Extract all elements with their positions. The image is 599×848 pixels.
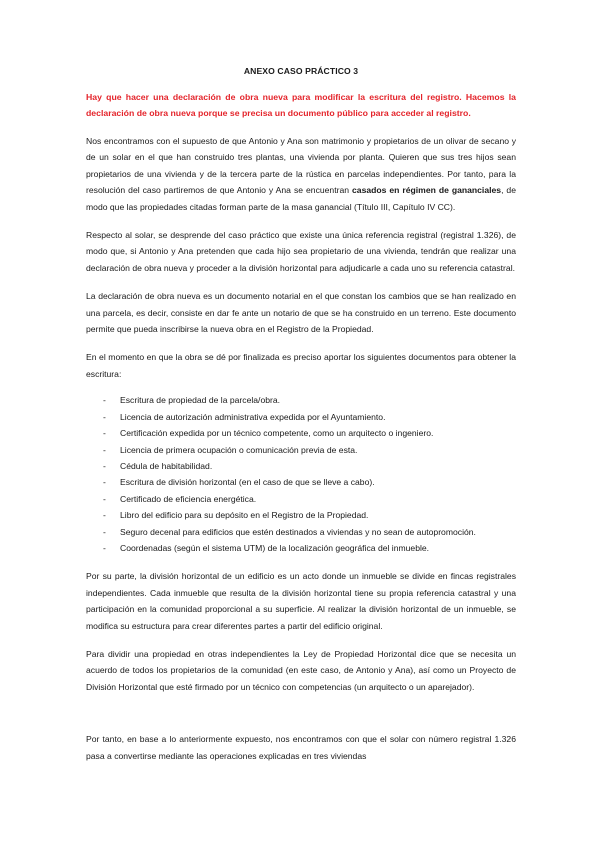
list-item-text: Escritura de propiedad de la parcela/obra. bbox=[120, 395, 281, 406]
list-item bbox=[86, 474, 516, 490]
list-dash: - bbox=[103, 477, 106, 488]
list-dash: - bbox=[103, 493, 106, 504]
list-item bbox=[86, 425, 516, 441]
list-item-text: Licencia de primera ocupación o comunicación previa de esta. bbox=[120, 444, 358, 455]
list-dash: - bbox=[103, 542, 106, 553]
list-item bbox=[86, 458, 516, 474]
required-documents-list bbox=[86, 392, 516, 556]
list-item bbox=[86, 540, 516, 556]
paragraph-text: Nos encontramos con el supuesto de que Antonio y Ana son matrimonio y propietarios de un olivar de secano y de un solar en el que han construido tres plantas, una vivienda por planta. Quieren que sus tres hijos sean propietarios de una vivienda y de la tercera parte de la rústica en parcelas independientes. Por tanto, para la resolución del caso partiremos de que Antonio y Ana se encuentran bbox=[86, 136, 516, 196]
document-page bbox=[86, 66, 516, 776]
list-dash: - bbox=[103, 460, 106, 471]
paragraph-conclusion: Por tanto, en base a lo anteriormente expuesto, nos encontramos con que el solar con número registral 1.326 pasa a convertirse mediante las operaciones explicadas en tres viviendas bbox=[86, 734, 516, 761]
list-item-text: Seguro decenal para edificios que estén destinados a viviendas y no sean de autopromoción. bbox=[120, 526, 476, 537]
list-dash: - bbox=[103, 411, 106, 422]
paragraph-spacer bbox=[86, 707, 516, 731]
paragraph-ley-propiedad-horizontal: Para dividir una propiedad en otras independientes la Ley de Propiedad Horizontal dice que se necesita un acuerdo de todos los propietarios de la comunidad (en este caso, de Antonio y Ana), así como un Proyecto de División Horizontal que esté firmado por un técnico con competencias (un arquitecto o un aparejador). bbox=[86, 648, 516, 692]
list-item-text: Certificación expedida por un técnico competente, como un arquitecto o ingeniero. bbox=[120, 428, 434, 439]
bold-phrase-gananciales: casados en régimen de gananciales bbox=[352, 185, 502, 196]
paragraph-solar: Respecto al solar, se desprende del caso práctico que existe una única referencia registral (registral 1.326), de modo que, si Antonio y Ana pretenden que cada hijo sea propietario de una vivienda, tendrán que realizar una declaración de obra nueva y proceder a la división horizontal para adjudicarle a cada uno su referencia catastral. bbox=[86, 230, 516, 273]
list-dash: - bbox=[103, 510, 106, 521]
list-item-text: Libro del edificio para su depósito en el Registro de la Propiedad. bbox=[120, 510, 369, 521]
list-dash: - bbox=[103, 428, 106, 439]
list-dash: - bbox=[103, 444, 106, 455]
intro-highlight-paragraph: Hay que hacer una declaración de obra nueva para modificar la escritura del registro. Hacemos la declaración de obra nueva porque se precisa un documento público para acceder al registro. bbox=[86, 92, 516, 118]
paragraph-matrimonio bbox=[86, 133, 516, 215]
list-item bbox=[86, 491, 516, 507]
list-item-text: Licencia de autorización administrativa expedida por el Ayuntamiento. bbox=[120, 411, 386, 422]
document-title: ANEXO CASO PRÁCTICO 3 bbox=[243, 66, 359, 76]
list-item-text: Cédula de habitabilidad. bbox=[120, 460, 213, 471]
list-dash: - bbox=[103, 526, 106, 537]
list-item bbox=[86, 524, 516, 540]
list-item bbox=[86, 442, 516, 458]
list-item-text: Coordenadas (según el sistema UTM) de la localización geográfica del inmueble. bbox=[120, 542, 430, 553]
paragraph-division-horizontal: Por su parte, la división horizontal de un edificio es un acto donde un inmueble se divide en fincas registrales independientes. Cada inmueble que resulta de la división horizontal tiene su propia referencia catastral y una participación en la comunidad proporcional a su superficie. Al realizar la división horizontal de un inmueble, se modifica su estructura para crear diferentes partes a partir del edificio original. bbox=[86, 571, 516, 631]
paragraph-obra-nueva: La declaración de obra nueva es un documento notarial en el que constan los cambios que se han realizado en una parcela, es decir, consiste en dar fe ante un notario de que se ha construido en un terreno. Este documento permite que pueda inscribirse la nueva obra en el Registro de la Propiedad. bbox=[86, 291, 516, 335]
list-item-text: Certificado de eficiencia energética. bbox=[120, 493, 257, 504]
list-item bbox=[86, 392, 516, 408]
paragraph-documentos-intro: En el momento en que la obra se dé por finalizada es preciso aportar los siguientes documentos para obtener la escritura: bbox=[86, 352, 516, 379]
list-item bbox=[86, 507, 516, 523]
list-dash: - bbox=[103, 395, 106, 406]
paragraph-text: , de modo que las propiedades citadas forman parte de la masa ganancial (Título III, Capítulo IV CC). bbox=[86, 185, 516, 212]
list-item-text: Escritura de división horizontal (en el caso de que se lleve a cabo). bbox=[120, 477, 375, 488]
list-item bbox=[86, 409, 516, 425]
